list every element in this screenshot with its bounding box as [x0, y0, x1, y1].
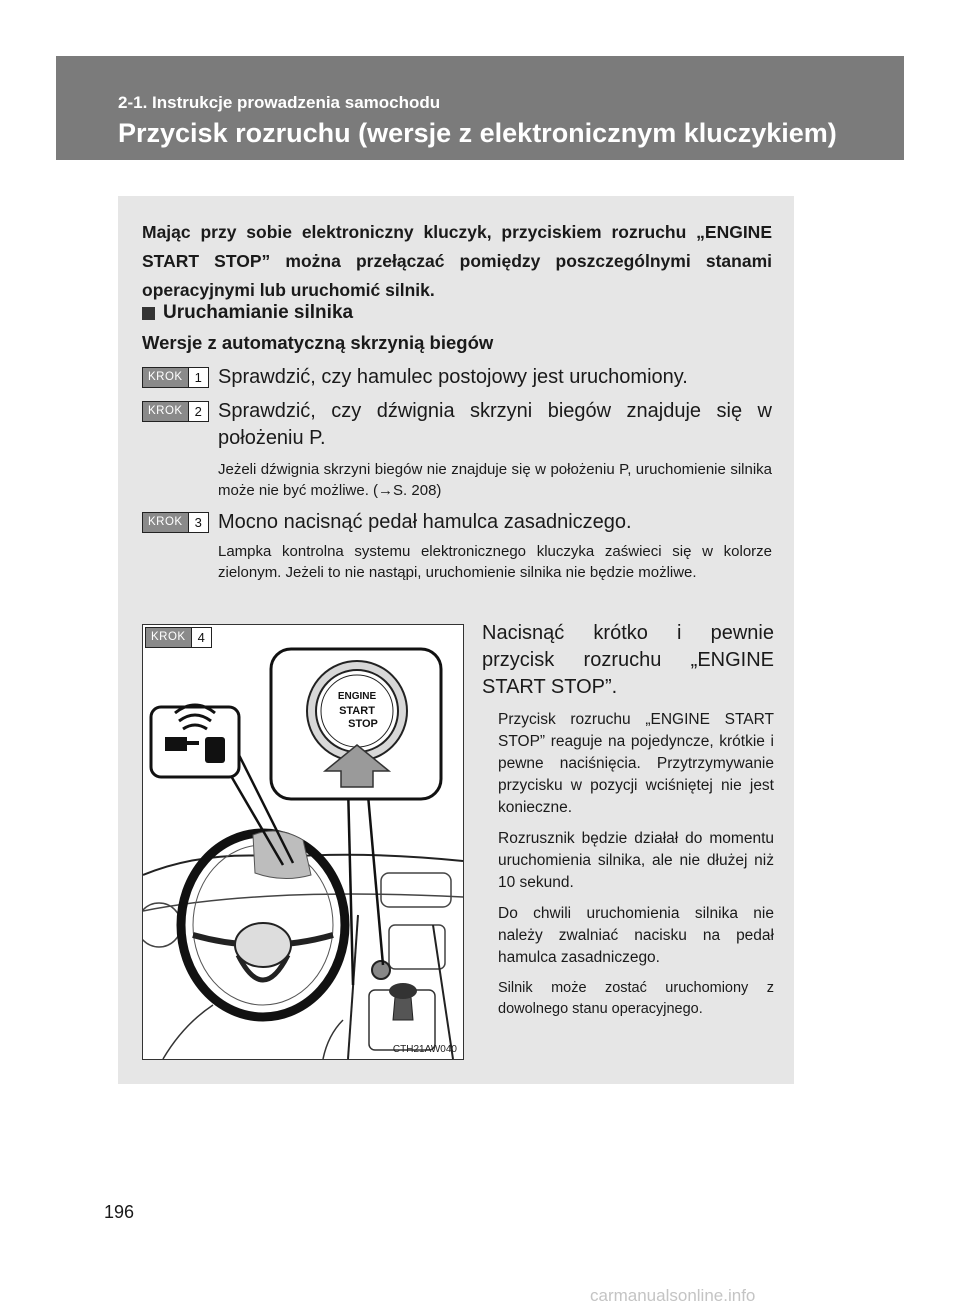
step-badge-2	[142, 401, 209, 422]
step-3-text: Mocno nacisnąć pedał hamulca zasadniczego.	[218, 511, 632, 533]
step-number: 1	[188, 368, 208, 387]
step-badge-1	[142, 367, 209, 388]
step-number: 3	[188, 513, 208, 532]
step-4-column	[482, 620, 774, 1020]
variant-heading: Wersje z automatyczną skrzynią biegów	[142, 332, 494, 353]
step-2-note: Jeżeli dźwignia skrzyni biegów nie znajduje się w położeniu P, uruchomienie silnika może nie być możliwe. (→S. 208)	[218, 461, 772, 499]
step-1-text: Sprawdzić, czy hamulec postojowy jest uruchomiony.	[218, 366, 688, 388]
step-word: KROK	[143, 402, 188, 421]
content-box	[118, 196, 794, 1084]
step-badge-4	[145, 627, 212, 648]
dashboard-drawing	[143, 625, 463, 1059]
header-band	[56, 56, 904, 160]
step-number: 4	[191, 628, 211, 647]
watermark: carmanualsonline.info	[590, 1286, 756, 1305]
square-bullet-icon	[142, 307, 155, 320]
page-title: Przycisk rozruchu (wersje z elektronicznym kluczykiem)	[118, 118, 837, 148]
step-4-paragraph-1: Przycisk rozruchu „ENGINE START STOP” reaguje na pojedyncze, krótkie i pewne naciśnięcia. Przytrzymywanie przycisku w pozycji wciśniętej nie jest konieczne.	[498, 711, 774, 816]
button-label-stop: STOP	[348, 718, 378, 730]
step-4-text: Nacisnąć krótko i pewnie przycisk rozruchu „ENGINE START STOP”.	[482, 622, 774, 698]
page-number: 196	[104, 1202, 135, 1222]
illustration-code: CTH21AW040	[392, 1044, 457, 1055]
step-badge-3	[142, 512, 209, 533]
step-4-paragraph-3: Do chwili uruchomienia silnika nie należy zwalniać nacisku na pedał hamulca zasadniczego.	[498, 905, 774, 966]
step-number: 2	[188, 402, 208, 421]
step-4-paragraph-2: Rozrusznik będzie działał do momentu uruchomienia silnika, ale nie dłużej niż 10 sekund.	[498, 830, 774, 891]
section-label: 2-1. Instrukcje prowadzenia samochodu	[118, 93, 441, 112]
subheading-text: Uruchamianie silnika	[163, 302, 354, 323]
step-word: KROK	[143, 513, 188, 532]
step-2-text: Sprawdzić, czy dźwignia skrzyni biegów znajduje się w położeniu P.	[218, 400, 772, 449]
button-label-start: START	[339, 705, 375, 717]
step-word: KROK	[146, 628, 191, 647]
intro-text: Mając przy sobie elektroniczny kluczyk, przyciskiem rozruchu „ENGINE START STOP” można przełączać pomiędzy poszczególnymi stanami operacyjnymi lub uruchomić silnik.	[142, 222, 772, 300]
step-word: KROK	[143, 368, 188, 387]
subheading	[142, 302, 353, 324]
step-4-small-note: Silnik może zostać uruchomiony z dowolnego stanu operacyjnego.	[498, 980, 774, 1017]
step-3-note: Lampka kontrolna systemu elektronicznego kluczyka zaświeci się w kolorze zielonym. Jeżeli to nie nastąpi, uruchomienie silnika nie będzie możliwe.	[218, 543, 772, 581]
engine-start-illustration	[142, 624, 464, 1060]
button-label-engine: ENGINE	[337, 691, 377, 702]
